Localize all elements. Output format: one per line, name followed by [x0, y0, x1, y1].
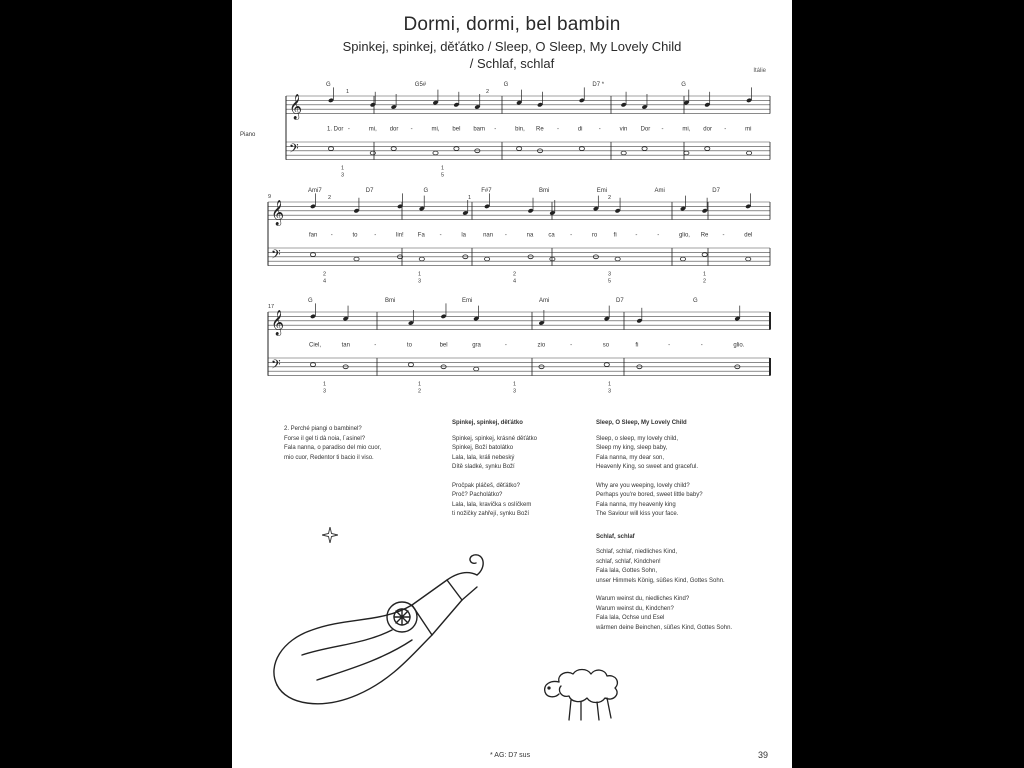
lyric-syllable: vin [619, 126, 628, 133]
fingering: 5 [441, 172, 445, 179]
lyric-syllable: - [347, 126, 350, 133]
chord-symbol: F#7 [481, 188, 492, 194]
fingering: 2 [703, 278, 707, 285]
verse-paragraph [452, 435, 597, 473]
lyric-syllable: bel [439, 342, 448, 349]
top-fingering: 1 [468, 195, 472, 201]
verse-column-czech [452, 419, 597, 529]
chord-symbol: Ami [539, 298, 550, 304]
chord-symbol: Bmi [539, 188, 550, 194]
lyric-syllable: na [526, 232, 534, 239]
top-fingering: 2 [328, 195, 332, 201]
lyric-syllable: mi, [368, 126, 377, 133]
lyric-syllable: - [722, 232, 725, 239]
verse-line: Lala, lala, králi nebeský [452, 454, 515, 461]
chord-symbol: Bmi [385, 298, 396, 304]
fingering: 1 [703, 271, 707, 278]
bass-clef: 𝄢 [271, 358, 281, 376]
lyric-syllable: glio. [733, 342, 745, 349]
fingering: 4 [513, 278, 517, 285]
fingering: 2 [323, 271, 327, 278]
bass-note-head [705, 147, 710, 151]
treble-clef: 𝄞 [289, 93, 303, 119]
bagpipe-drawing [262, 545, 502, 720]
bass-note-head [684, 151, 689, 155]
lyric-syllable: nan [483, 232, 494, 239]
bass-note-head [579, 147, 584, 151]
sheep-drawing [537, 660, 637, 725]
lyric-syllable: dor [703, 126, 712, 133]
lyric-syllable: ro [591, 232, 598, 239]
verse-line: Lala, lala, kravička s oslíčkem [452, 501, 532, 508]
lyric-syllable: lin! [396, 232, 404, 239]
verse-line: wärmen deine Beinchen, süßes Kind, Gottes Sohn. [596, 624, 733, 631]
lyric-syllable: Fa [417, 232, 425, 239]
lyric-syllable: - [700, 342, 703, 349]
measure-number: 17 [268, 304, 275, 310]
lyric-syllable: - [556, 126, 559, 133]
bass-note-head [391, 147, 396, 151]
lyric-syllable: fi [635, 342, 639, 349]
lyric-syllable: bel [452, 126, 461, 133]
bass-note-head [615, 257, 620, 261]
verse-line: Fala nanna, my heavenly king [596, 501, 676, 508]
lyric-syllable: - [570, 232, 573, 239]
lyric-syllable: tan [341, 342, 350, 349]
verse-line: Proč? Pacholátko? [452, 492, 503, 498]
lyric-syllable: - [661, 126, 664, 133]
lyric-syllable: gra [472, 342, 481, 349]
bass-note-head [517, 147, 522, 151]
verse-paragraph [596, 595, 771, 633]
verse-line: 2. Perché piangi o bambinel? [284, 426, 362, 432]
lyric-syllable: mi [745, 126, 752, 133]
lyric-syllable: fi [613, 232, 617, 239]
fingering: 3 [341, 172, 345, 179]
bass-note-head [604, 363, 609, 367]
verse-line: Fala nanna, o paradiso del mio cuor, [284, 445, 382, 451]
lyric-syllable: - [504, 342, 507, 349]
lyric-syllable: zio [537, 342, 546, 349]
lyric-syllable: - [724, 126, 727, 133]
verse-line: Sleep my king, sleep baby, [596, 445, 668, 451]
bass-note-head [680, 257, 685, 261]
fingering: 1 [323, 381, 327, 388]
chord-symbol: D7 [616, 298, 624, 304]
music-score [232, 0, 792, 400]
fingering: 1 [418, 271, 422, 278]
verse-paragraph [596, 435, 771, 473]
lyric-syllable: Dor [640, 126, 651, 133]
verse-column-english [596, 419, 771, 642]
lyric-syllable: Ciel, [309, 342, 322, 349]
bass-note-head [310, 253, 315, 257]
verse-line: Fala nanna, my dear son, [596, 454, 665, 461]
lyric-syllable: di [577, 126, 583, 133]
verse-paragraph [452, 482, 597, 520]
chord-symbol: Ami [654, 188, 665, 194]
verse-paragraph [284, 425, 434, 463]
fingering: 1 [418, 381, 422, 388]
lyric-syllable: - [598, 126, 601, 133]
fingering: 1 [441, 165, 445, 172]
verse-line: Why are you weeping, lovely child? [596, 482, 690, 489]
verse-line: Forse il gel ti dà noia, l´asinel? [284, 435, 366, 442]
bass-note-head [474, 367, 479, 371]
fingering: 3 [323, 388, 327, 395]
verse-line: Fala lala, Gottes Sohn, [596, 568, 658, 574]
bass-note-head [419, 257, 424, 261]
verse-paragraph [596, 548, 771, 586]
chord-symbol: G [423, 188, 429, 194]
verse-paragraph [596, 482, 771, 520]
lyric-syllable: to [352, 232, 358, 239]
bass-note-head [328, 147, 333, 151]
song-subtitle-line-1: Spinkej, spinkej, děťátko / Sleep, O Sleep, My Lovely Child [342, 39, 682, 54]
lyric-syllable: - [570, 342, 573, 349]
bass-note-head [433, 151, 438, 155]
lyric-syllable: - [374, 342, 377, 349]
fingering: 3 [608, 271, 612, 278]
lyric-syllable: 1. Dor [327, 126, 344, 133]
lyric-syllable: mi, [682, 126, 691, 133]
lyric-syllable: - [668, 342, 671, 349]
top-fingering: 1 [346, 89, 350, 95]
bass-note-head [621, 151, 626, 155]
lyric-syllable: - [410, 126, 413, 133]
song-title: Dormi, dormi, bel bambin [403, 14, 621, 35]
bass-note-head [702, 253, 707, 257]
star-icon [322, 527, 338, 543]
verse-line: Sleep, o sleep, my lovely child, [596, 435, 679, 442]
chord-symbol: Emi [462, 298, 473, 304]
verse-line: Dítě sladké, synku Boží [452, 464, 515, 470]
verse-line: Spinkej, spinkej, krásné děťátko [452, 435, 537, 442]
verse-line: Fala lala, Ochse und Esel [596, 615, 665, 621]
fingering: 1 [341, 165, 345, 172]
chord-symbol: G5# [414, 82, 427, 88]
lyric-syllable: Re [536, 126, 544, 133]
top-fingering: 2 [486, 89, 490, 95]
lyric-syllable: bin, [515, 126, 525, 133]
lyric-syllable: - [439, 232, 442, 239]
lyric-syllable: - [330, 232, 333, 239]
lyric-syllable: - [494, 126, 497, 133]
footnote: * AG: D7 sus [490, 752, 531, 759]
verse-line: Spinkej, Boží batolátko [452, 445, 514, 451]
verse-line: unser Himmels König, süßes Kind, Gottes Sohn. [596, 577, 725, 584]
lyric-syllable: fan [309, 232, 318, 239]
lyric-syllable: mi, [431, 126, 440, 133]
lyric-syllable: to [406, 342, 412, 349]
lyric-syllable: glio, [678, 232, 690, 239]
verse-line: Pročpak pláčeš, děťátko? [452, 482, 520, 489]
measure-number: 9 [268, 194, 272, 200]
chord-symbol: D7 * [592, 82, 605, 88]
verse-line: The Saviour will kiss your face. [596, 511, 679, 517]
lyric-syllable: - [504, 232, 507, 239]
fingering: 4 [323, 278, 327, 285]
treble-clef: 𝄞 [271, 199, 285, 225]
chord-symbol: G [326, 82, 331, 88]
verse-heading: Schlaf, schlaf [596, 533, 635, 540]
page-number: 39 [757, 750, 768, 760]
bass-note-head [454, 147, 459, 151]
fingering: 2 [418, 388, 422, 395]
verse-line: Schlaf, schlaf, niedliches Kind, [596, 549, 678, 555]
bass-note-head [746, 151, 751, 155]
lyric-syllable: Re [700, 232, 709, 239]
fingering: 1 [513, 381, 517, 388]
fingering: 5 [608, 278, 612, 285]
song-origin: Itálie [753, 68, 766, 74]
verse-heading: Spinkej, spinkej, děťátko [452, 420, 523, 426]
treble-clef: 𝄞 [271, 309, 285, 335]
verse-line: Warum weinst du, niedliches Kind? [596, 596, 690, 602]
lyric-syllable: - [657, 232, 660, 239]
verse-line: Warum weinst du, Kindchen? [596, 605, 674, 612]
lyric-syllable: bam [473, 126, 486, 133]
chord-symbol: G [308, 298, 313, 304]
song-subtitle-line-2: / Schlaf, schlaf [469, 56, 555, 71]
chord-symbol: D7 [712, 188, 720, 194]
instrument-label: Piano [240, 132, 256, 138]
bass-clef: 𝄢 [289, 142, 299, 160]
lyric-syllable: dor [389, 126, 399, 133]
lyric-syllable: la [461, 232, 467, 239]
lyric-syllable: - [374, 232, 377, 239]
verse-heading: Sleep, O Sleep, My Lovely Child [596, 420, 687, 426]
verse-line: Perhaps you're bored, sweet little baby? [596, 492, 703, 498]
verse-column-italian [284, 425, 434, 472]
bass-clef: 𝄢 [271, 248, 281, 266]
fingering: 1 [608, 381, 612, 388]
bass-note-head [310, 363, 315, 367]
lyric-syllable: del [744, 232, 753, 239]
verse-line: Heavenly King, so sweet and graceful. [596, 464, 699, 470]
fingering: 3 [608, 388, 612, 395]
lyric-syllable: ca [548, 232, 555, 239]
bass-note-head [370, 151, 375, 155]
verse-line: schlaf, schlaf, Kindchen! [596, 558, 661, 565]
lyric-syllable: - [635, 232, 638, 239]
chord-symbol: Emi [596, 188, 608, 194]
chord-symbol: G [681, 82, 686, 88]
fingering: 3 [418, 278, 422, 285]
lyric-syllable: so [602, 342, 610, 349]
top-fingering: 2 [608, 195, 612, 201]
bass-note-head [484, 257, 489, 261]
bass-note-head [746, 257, 751, 261]
bass-note-head [408, 363, 413, 367]
fingering: 2 [513, 271, 517, 278]
bass-note-head [642, 147, 647, 151]
bass-note-head [354, 257, 359, 261]
verse-line: ti nožičky zahřejí, synku Boží [452, 511, 530, 517]
sheet-music-page [232, 0, 792, 768]
fingering: 3 [513, 388, 517, 395]
chord-symbol: Ami7 [308, 188, 322, 194]
verse-line: mio cuor, Redentor ti bacio il viso. [284, 454, 374, 461]
chord-symbol: G [503, 82, 509, 88]
chord-symbol: D7 [365, 188, 374, 194]
chord-symbol: G [693, 298, 698, 304]
